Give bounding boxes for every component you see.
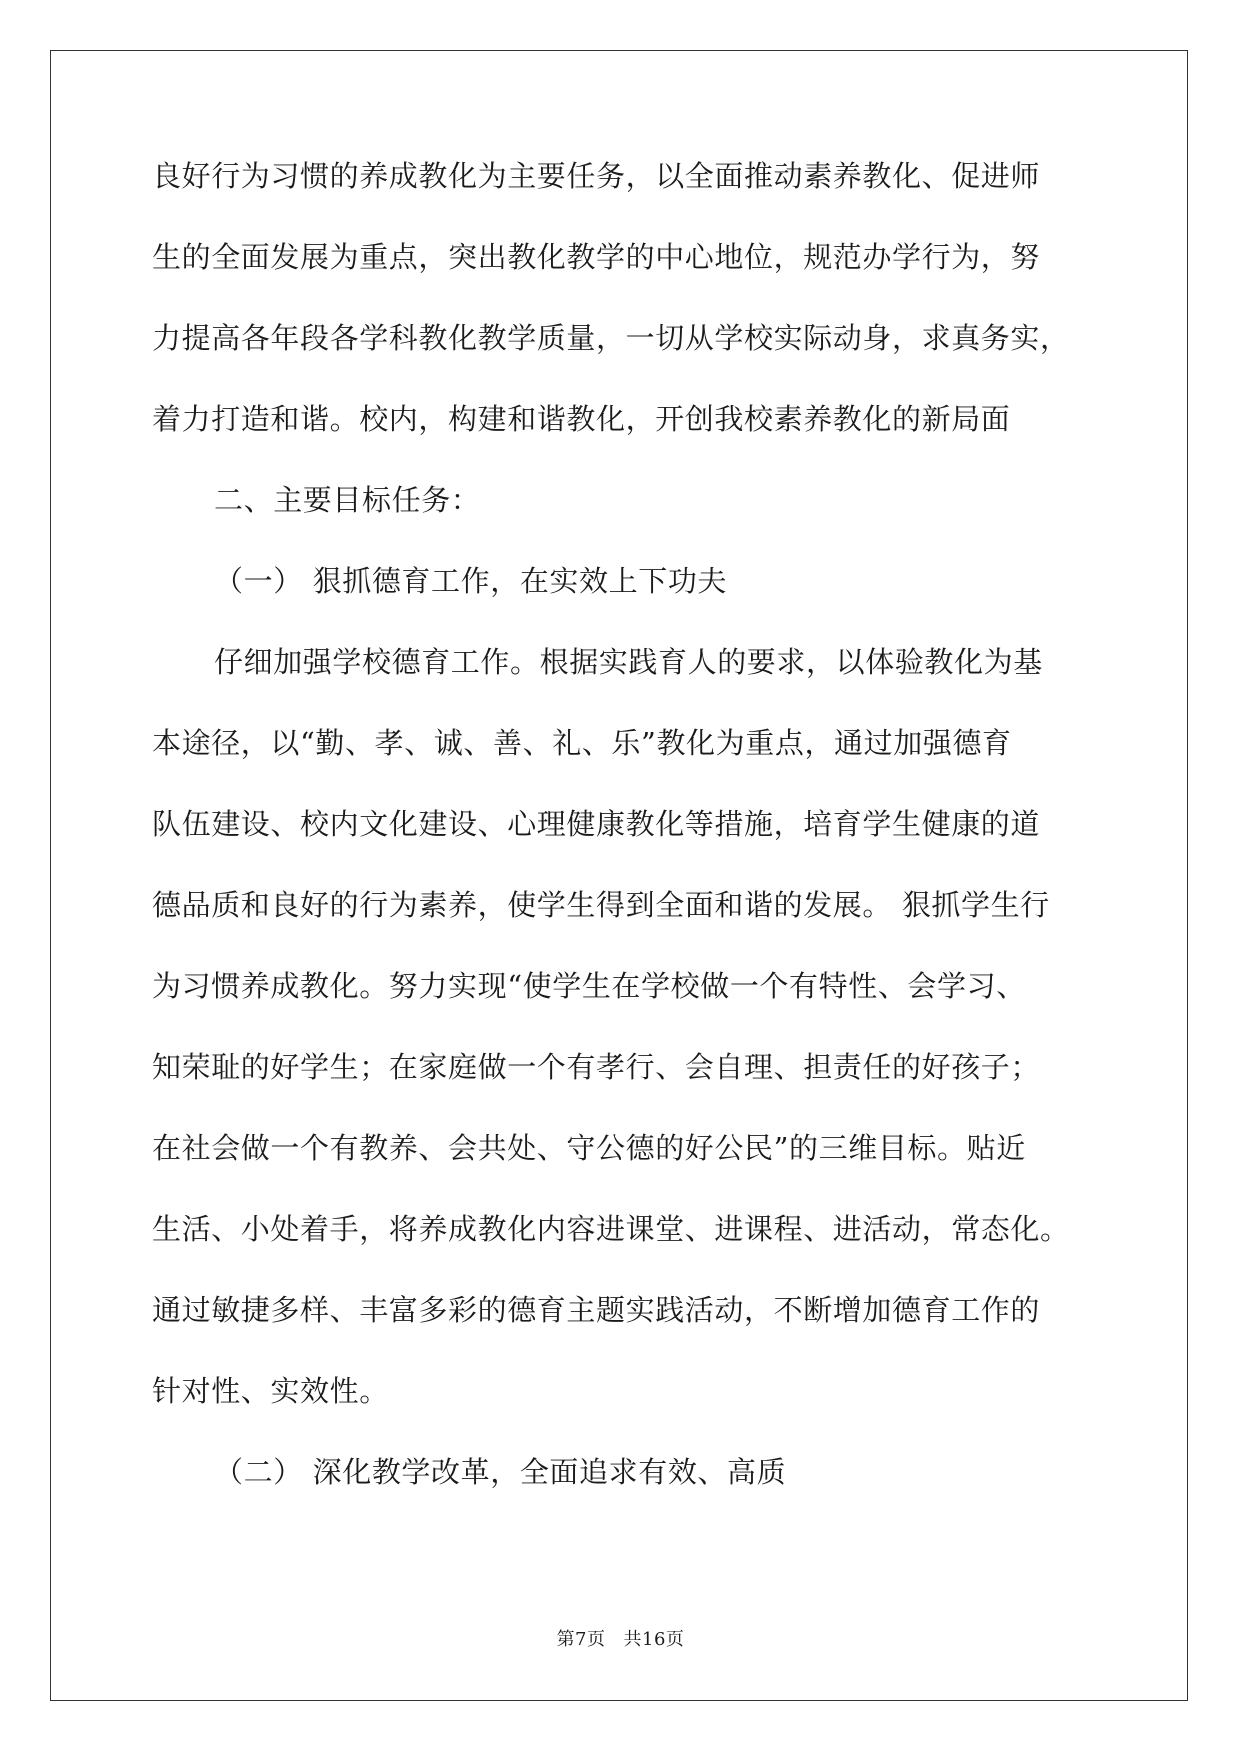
text-line: 本途径，以“勤、孝、诚、善、礼、乐”教化为重点，通过加强德育 xyxy=(152,726,1012,760)
text-line: （一） 狠抓德育工作，在实效上下功夫 xyxy=(214,564,728,598)
text-line: 针对性、实效性。 xyxy=(152,1374,389,1408)
text-line: 仔细加强学校德育工作。根据实践育人的要求，以体验教化为基 xyxy=(214,645,1043,679)
text-line: 为习惯养成教化。努力实现“使学生在学校做一个有特性、会学习、 xyxy=(152,969,1026,1003)
text-line: 二、主要目标任务： xyxy=(214,483,481,517)
page-footer xyxy=(0,1625,1241,1651)
text-line: 队伍建设、校内文化建设、心理健康教化等措施，培育学生健康的道 xyxy=(152,807,1041,841)
text-line: 德品质和良好的行为素养，使学生得到全面和谐的发展。 狠抓学生行 xyxy=(152,888,1050,922)
text-line: 良好行为习惯的养成教化为主要任务，以全面推动素养教化、促进师 xyxy=(152,159,1041,193)
text-line: 生活、小处着手，将养成教化内容进课堂、进课程、进活动，常态化。 xyxy=(152,1212,1070,1246)
text-line: 通过敏捷多样、丰富多彩的德育主题实践活动，不断增加德育工作的 xyxy=(152,1293,1041,1327)
current-page-number: 第7页 xyxy=(556,1629,606,1650)
total-pages: 共16页 xyxy=(623,1629,685,1650)
text-line: （二） 深化教学改革，全面追求有效、高质 xyxy=(214,1455,787,1489)
document-body xyxy=(152,160,1092,1537)
text-line: 生的全面发展为重点，突出教化教学的中心地位，规范办学行为，努 xyxy=(152,240,1041,274)
text-line: 力提高各年段各学科教化教学质量，一切从学校实际动身，求真务实， xyxy=(152,321,1070,355)
text-line: 知荣耻的好学生；在家庭做一个有孝行、会自理、担责任的好孩子； xyxy=(152,1050,1041,1084)
text-line: 着力打造和谐。校内，构建和谐教化，开创我校素养教化的新局面 xyxy=(152,402,1011,436)
text-line: 在社会做一个有教养、会共处、守公德的好公民”的三维目标。贴近 xyxy=(152,1131,1026,1165)
